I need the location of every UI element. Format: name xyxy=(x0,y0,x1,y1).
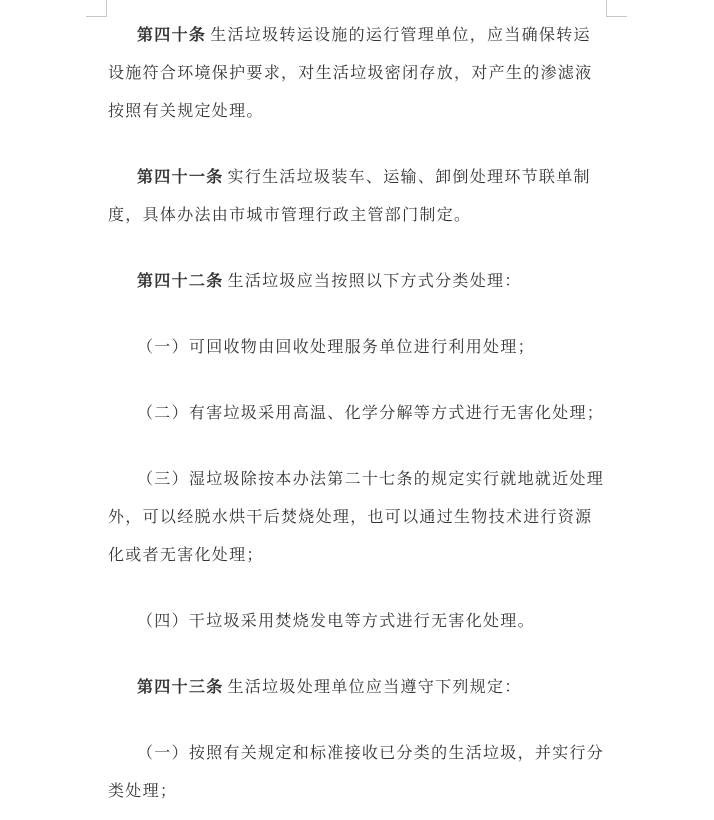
paragraph-text: （二）有害垃圾采用高温、化学分解等方式进行无害化处理； xyxy=(137,403,605,422)
paragraph-article-40 xyxy=(108,16,608,130)
article-number: 第四十三条 xyxy=(137,677,224,696)
paragraph-text: 生活垃圾应当按照以下方式分类处理： xyxy=(227,271,522,290)
article-number: 第四十二条 xyxy=(137,271,224,290)
list-item-hazardous xyxy=(108,394,608,432)
paragraph-article-41 xyxy=(108,158,608,234)
paragraph-text: （一）按照有关规定和标准接收已分类的生活垃圾，并实行分类处理； xyxy=(108,743,605,800)
paragraph-article-43 xyxy=(108,668,608,706)
list-item-recyclable xyxy=(108,328,608,366)
article-number: 第四十条 xyxy=(137,25,207,44)
article-number: 第四十一条 xyxy=(137,167,224,186)
paragraph-text: （一）可回收物由回收处理服务单位进行利用处理； xyxy=(137,337,535,356)
paragraph-text: 生活垃圾处理单位应当遵守下列规定： xyxy=(227,677,522,696)
paragraph-text: 生活垃圾转运设施的运行管理单位，应当确保转运设施符合环境保护要求，对生活垃圾密闭存放，对产生的渗滤液按照有关规定处理。 xyxy=(108,25,593,120)
paragraph-text: 实行生活垃圾装车、运输、卸倒处理环节联单制度，具体办法由市城市管理行政主管部门制定。 xyxy=(108,167,591,224)
document-body xyxy=(108,16,608,810)
list-item-wet-waste xyxy=(108,460,608,574)
paragraph-article-42 xyxy=(108,262,608,300)
page-corner-mark-right xyxy=(606,0,627,17)
page-corner-mark-left xyxy=(86,0,107,17)
paragraph-text: （三）湿垃圾除按本办法第二十七条的规定实行就地就近处理外，可以经脱水烘干后焚烧处理，也可以通过生物技术进行资源化或者无害化处理； xyxy=(108,469,605,564)
paragraph-text: （四）干垃圾采用焚烧发电等方式进行无害化处理。 xyxy=(137,611,535,630)
list-item-dry-waste xyxy=(108,602,608,640)
list-item-sorted-intake xyxy=(108,734,608,810)
